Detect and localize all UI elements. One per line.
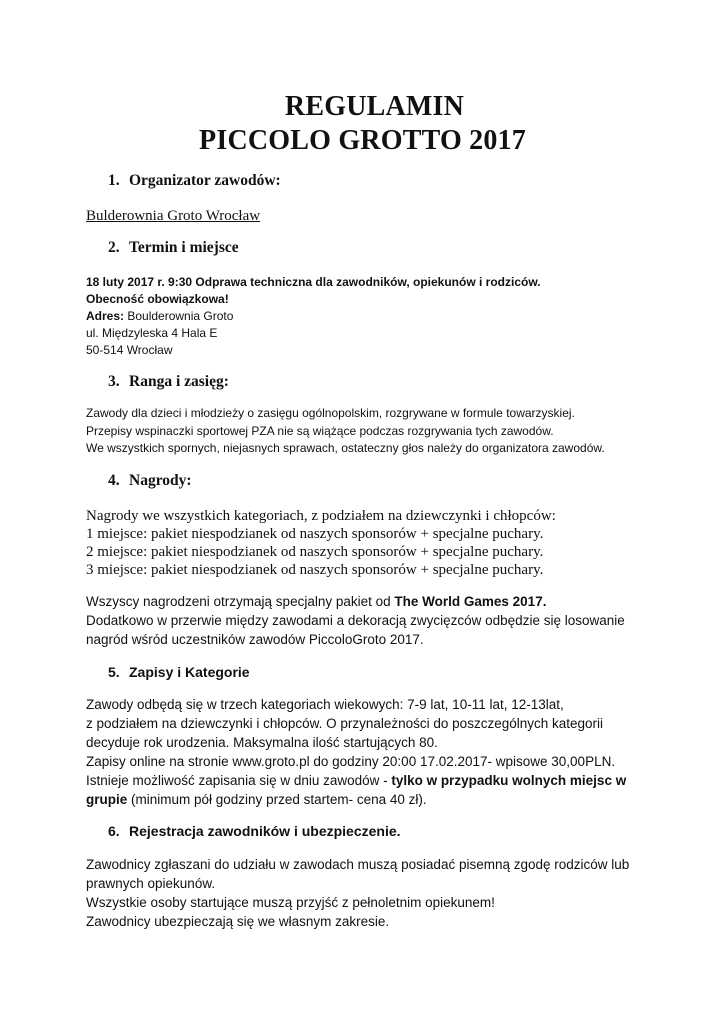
section3-line: We wszystkich spornych, niejasnych sprawach, ostateczny głos należy do organizatora zawodów. [86, 441, 605, 455]
section5-body [86, 695, 626, 809]
section6-line: prawnych opiekunów. [86, 876, 216, 891]
extra-line3: nagród wśród uczestników zawodów PiccoloGroto 2017. [86, 632, 424, 647]
section6-title: Rejestracja zawodników i ubezpieczenie. [129, 823, 401, 839]
address-name: Boulderownia Groto [124, 309, 234, 323]
extra-line1 [86, 592, 625, 611]
prize-line: 1 miejsce: pakiet niespodzianek od naszych sponsorów + specjalne puchary. [86, 526, 544, 542]
late-suffix: (minimum pół godziny przed startem- cena 40 zł). [127, 792, 427, 807]
section1-title: Organizator zawodów: [129, 172, 281, 189]
date-line: 18 luty 2017 r. 9:30 Odprawa techniczna dla zawodników, opiekunów i rodziców. [86, 275, 541, 289]
late-bold1: tylko w przypadku wolnych miejsc w [391, 773, 627, 788]
section2-title: Termin i miejsce [129, 239, 239, 256]
section6-heading [108, 821, 401, 841]
address-city: 50-514 Wrocław [86, 343, 173, 357]
organizer-link[interactable]: Bulderownia Groto Wrocław [86, 208, 261, 224]
section5-line: decyduje rok urodzenia. Maksymalna ilość startujących 80. [86, 735, 438, 750]
mandatory-note: Obecność obowiązkowa! [86, 292, 229, 306]
section5-line: z podziałem na dziewczynki i chłopców. O przynależności do poszczególnych kategorii [86, 716, 604, 731]
late-signup-line2 [86, 790, 626, 809]
section3-heading [108, 372, 229, 392]
section3-number: 3. [108, 373, 120, 390]
section2-number: 2. [108, 239, 120, 256]
section5-line: Zawody odbędą się w trzech kategoriach wiekowych: 7-9 lat, 10-11 lat, 12-13lat, [86, 697, 564, 712]
late-prefix: Istnieje możliwość zapisania się w dniu zawodów - [86, 773, 392, 788]
section4-heading [108, 471, 192, 491]
section3-title: Ranga i zasięg: [129, 373, 229, 390]
address-street: ul. Międzyleska 4 Hala E [86, 326, 218, 340]
extra-bold: The World Games 2017. [394, 594, 547, 609]
section4-number: 4. [108, 472, 120, 489]
section2-body [86, 274, 541, 359]
section1-heading [108, 171, 281, 191]
section6-line: Zawodnicy zgłaszani do udziału w zawodach muszą posiadać pisemną zgodę rodziców lub [86, 857, 630, 872]
section5-line: Zapisy online na stronie www.groto.pl do godziny 20:00 17.02.2017- wpisowe 30,00PLN. [86, 754, 616, 769]
prize-line: Nagrody we wszystkich kategoriach, z podziałem na dziewczynki i chłopców: [86, 508, 556, 524]
prize-line: 3 miejsce: pakiet niespodzianek od naszych sponsorów + specjalne puchary. [86, 562, 544, 578]
section4-title: Nagrody: [129, 472, 192, 489]
address-label: Adres: [86, 309, 125, 323]
section6-line: Wszystkie osoby startujące muszą przyjść z pełnoletnim opiekunem! [86, 895, 495, 910]
section5-heading [108, 662, 250, 682]
section5-number: 5. [108, 664, 120, 680]
extra-prefix: Wszyscy nagrodzeni otrzymają specjalny pakiet od [86, 594, 395, 609]
section4-extra [86, 592, 625, 649]
extra-line2: Dodatkowo w przerwie między zawodami a dekoracją zwycięzców odbędzie się losowanie [86, 613, 625, 628]
section3-body [86, 405, 605, 458]
document-title-line1: REGULAMIN [284, 91, 465, 122]
section4-prizes [86, 507, 556, 579]
section5-title: Zapisy i Kategorie [129, 664, 250, 680]
section6-line: Zawodnicy ubezpieczają się we własnym zakresie. [86, 914, 390, 929]
section1-number: 1. [108, 172, 120, 189]
section6-number: 6. [108, 823, 120, 839]
section3-line: Przepisy wspinaczki sportowej PZA nie są wiążące podczas rozgrywania tych zawodów. [86, 423, 554, 438]
section3-line: Zawody dla dzieci i młodzieży o zasięgu ogólnopolskim, rozgrywane w formule towarzyskiej. [86, 406, 575, 420]
section6-body [86, 855, 629, 931]
address-line [86, 308, 541, 325]
section2-heading [108, 238, 239, 258]
late-bold2: grupie [86, 792, 128, 807]
document-title-line2: PICCOLO GROTTO 2017 [199, 125, 526, 156]
prize-line: 2 miejsce: pakiet niespodzianek od naszych sponsorów + specjalne puchary. [86, 544, 544, 560]
late-signup-line1 [86, 771, 626, 790]
